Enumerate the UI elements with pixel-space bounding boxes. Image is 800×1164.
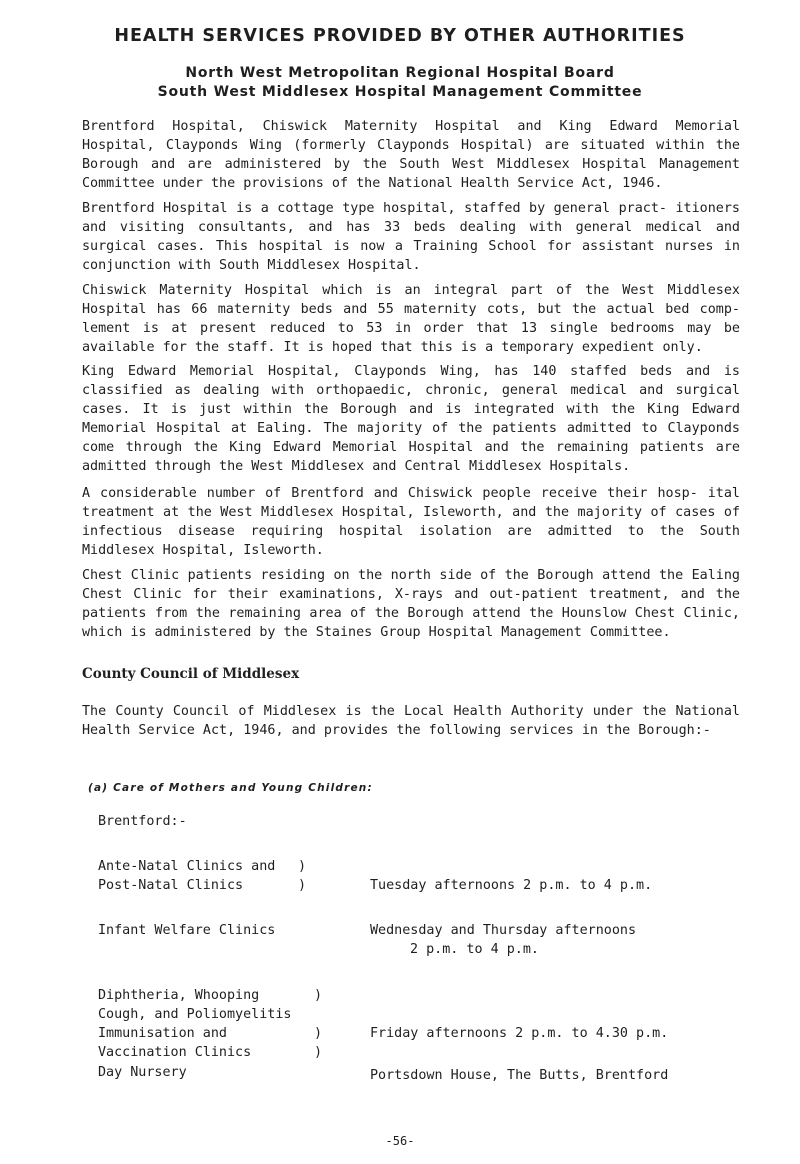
brace-mark: ) <box>298 878 307 893</box>
antenatal-label-line1: Ante-Natal Clinics and <box>98 859 276 874</box>
infant-welfare-label: Infant Welfare Clinics <box>98 923 276 938</box>
brace-mark: ) <box>314 988 323 1003</box>
brentford-label: Brentford:- <box>98 814 187 829</box>
infant-welfare-times-line2: 2 p.m. to 4 p.m. <box>410 942 539 957</box>
immunisation-label-line2: Cough, and Poliomyelitis <box>98 1007 292 1022</box>
antenatal-label-line2: Post-Natal Clinics <box>98 878 244 893</box>
day-nursery-location: Portsdown House, The Butts, Brentford <box>370 1068 669 1083</box>
immunisation-label-line1: Diphtheria, Whooping <box>98 988 260 1003</box>
day-nursery-label: Day Nursery <box>98 1065 187 1080</box>
paragraph-west-middlesex: A considerable number of Brentford and Chiswick people receive their hosp- ital treatment at the West Middlesex Hospital, Isleworth, and the majority of cases of infectious disease requiring hospital isolation are admitted to the South Middlesex Hospital, Isleworth. <box>82 486 740 558</box>
brace-mark: ) <box>314 1026 323 1041</box>
paragraph-king-edward: King Edward Memorial Hospital, Clayponds Wing, has 140 staffed beds and is classified as dealing with orthopaedic, chronic, general medical and surgical cases. It is just within the Borough and is integrated with the King Edward Memorial Hospital at Ealing. The majority of the patients admitted to Clayponds come through the King Edward Memorial Hospital and the remaining patients are admitted through the West Middlesex and Central Middlesex Hospitals. <box>82 364 740 474</box>
brace-mark: ) <box>298 859 307 874</box>
paragraph-chiswick-maternity: Chiswick Maternity Hospital which is an integral part of the West Middlesex Hospital has 66 maternity beds and 55 maternity cots, but the actual bed comp- lement is at present reduced to 53 in order that 13 single bedrooms may be available for the staff. It is hoped that this is a temporary expedient only. <box>82 283 740 355</box>
antenatal-times: Tuesday afternoons 2 p.m. to 4 p.m. <box>370 878 653 893</box>
paragraph-county-council: The County Council of Middlesex is the Local Health Authority under the National Health Service Act, 1946, and provides the following services in the Borough:- <box>82 704 740 738</box>
county-council-heading: County Council of Middlesex <box>82 666 300 682</box>
paragraph-brentford-hospital: Brentford Hospital is a cottage type hospital, staffed by general pract- itioners and visiting consultants, and has 33 beds dealing with general medical and surgical cases. This hospital is now a Training School for assistant nurses in conjunction with South Middlesex Hospital. <box>82 201 740 273</box>
care-of-mothers-subheading: (a) Care of Mothers and Young Children: <box>88 782 373 794</box>
paragraph-chest-clinic: Chest Clinic patients residing on the north side of the Borough attend the Ealing Chest Clinic for their examinations, X-rays and out-patient treatment, and the patients from the remaining area of the Borough attend the Hounslow Chest Clinic, which is administered by the Staines Group Hospital Management Committee. <box>82 568 740 640</box>
paragraph-hospitals-overview: Brentford Hospital, Chiswick Maternity Hospital and King Edward Memorial Hospital, Clayponds Wing (formerly Clayponds Hospital) are situated within the Borough and are administered by the South West Middlesex Hospital Management Committee under the provisions of the National Health Service Act, 1946. <box>82 119 740 191</box>
immunisation-label-line3: Immunisation and <box>98 1026 227 1041</box>
page-number: -56- <box>385 1134 415 1148</box>
brace-mark: ) <box>314 1045 323 1060</box>
committee-name: South West Middlesex Hospital Management Committee <box>157 84 643 100</box>
immunisation-times: Friday afternoons 2 p.m. to 4.30 p.m. <box>370 1026 669 1041</box>
board-name: North West Metropolitan Regional Hospital Board <box>185 65 615 81</box>
immunisation-label-line4: Vaccination Clinics <box>98 1045 252 1060</box>
page-title: HEALTH SERVICES PROVIDED BY OTHER AUTHORITIES <box>114 26 686 46</box>
infant-welfare-times-line1: Wednesday and Thursday afternoons <box>370 923 637 938</box>
